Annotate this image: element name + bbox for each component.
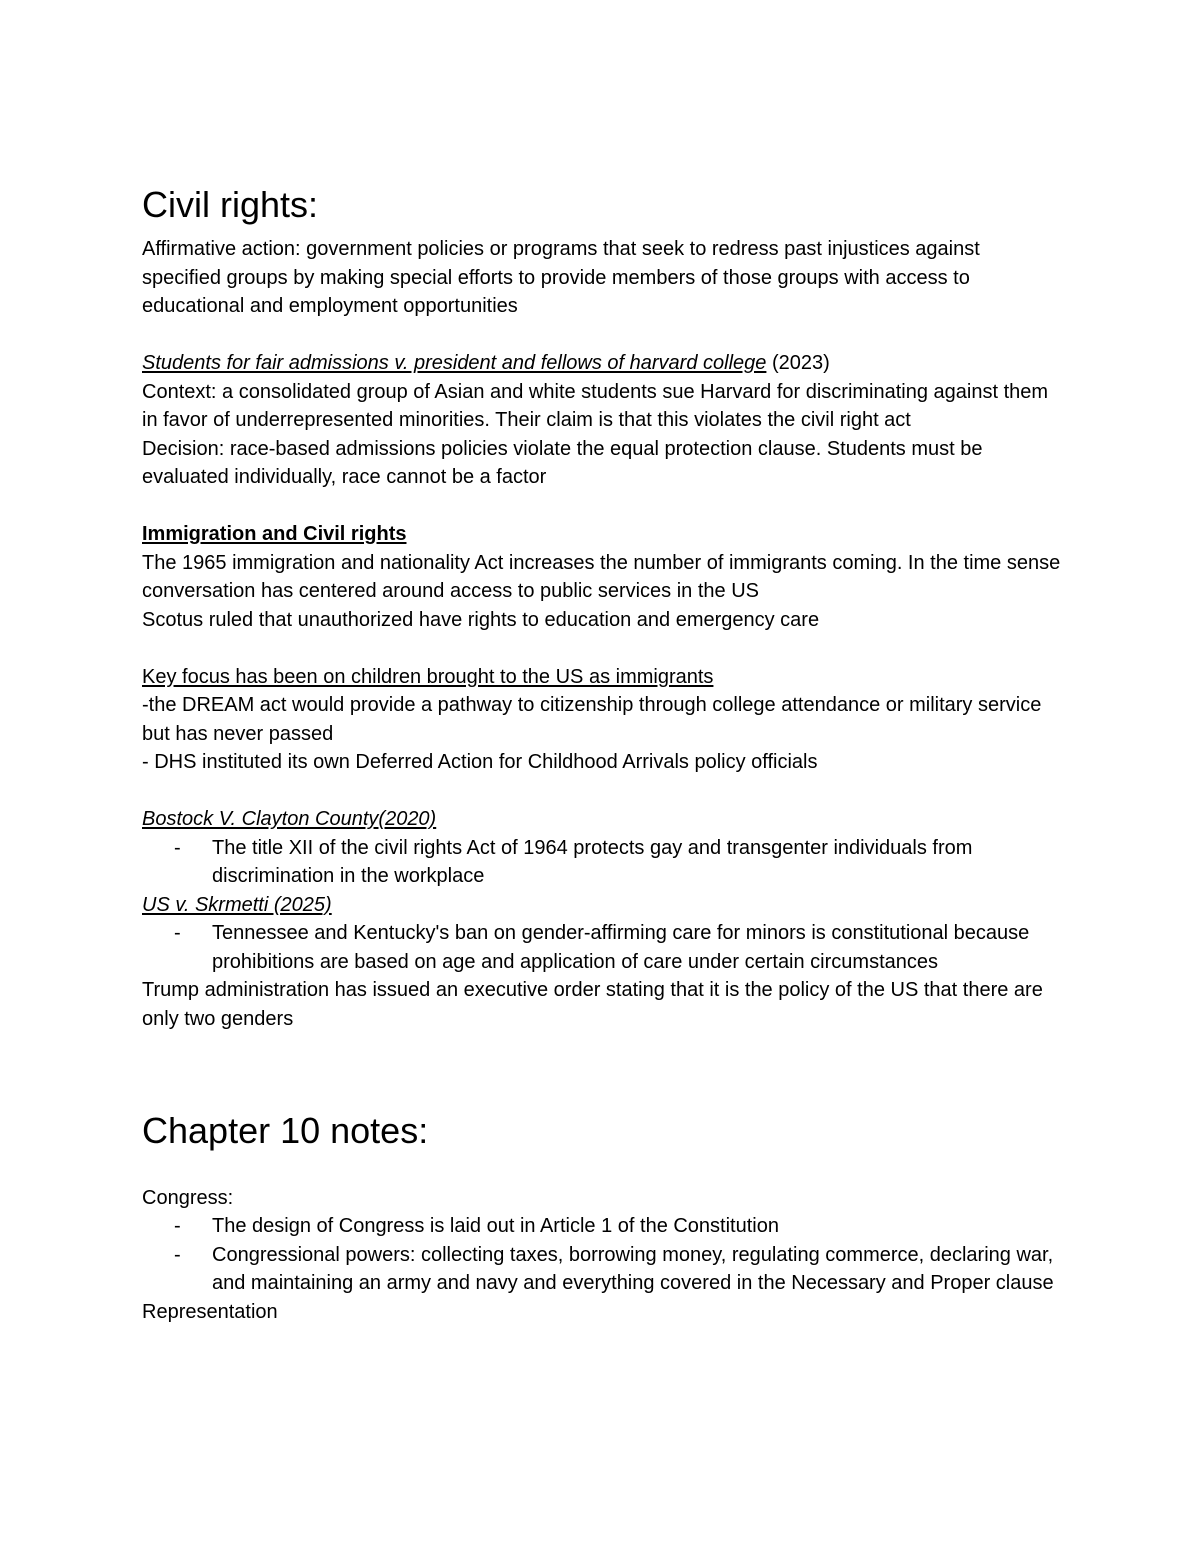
dash-bullet: - [174, 836, 181, 859]
immigration-paragraph-1: The 1965 immigration and nationality Act increases the number of immigrants coming. In the time sense conversation has centered around access to public services in the US [142, 551, 1061, 602]
immigration-paragraph-2: Scotus ruled that unauthorized have rights to education and emergency care [142, 608, 820, 631]
dash-bullet: - [174, 1243, 181, 1266]
case-sffa-decision: Decision: race-based admissions policies violate the equal protection clause. Students must be evaluated individually, race cannot be a factor [142, 437, 983, 488]
trump-executive-order-note: Trump administration has issued an executive order stating that it is the policy of the US that there are only two genders [142, 979, 1043, 1030]
congress-points [142, 1212, 1062, 1298]
case-sffa-year: (2023) [766, 352, 830, 374]
skrmetti-case-title: US v. Skrmetti (2025) [142, 893, 332, 916]
bostock-case-title: Bostock V. Clayton County(2020) [142, 808, 437, 830]
dash-bullet: - [174, 1215, 181, 1237]
list-item [142, 1241, 1062, 1298]
key-focus-heading: Key focus has been on children brought to the US as immigrants [142, 665, 714, 688]
list-item-text: The title XII of the civil rights Act of 1964 protects gay and transgenter individuals from discrimination in the workplace [212, 836, 973, 887]
list-item [142, 834, 1062, 891]
affirmative-action-definition: Affirmative action: government policies or programs that seek to redress past injustices against specified groups by making special efforts to provide members of those groups with access to educational and employment opportunities [142, 238, 980, 317]
list-item-text: The design of Congress is laid out in Article 1 of the Constitution [212, 1215, 779, 1237]
congress-label: Congress: [142, 1186, 234, 1209]
list-item-text: Tennessee and Kentucky's ban on gender-affirming care for minors is constitutional because prohibitions are based on age and application of care under certain circumstances [212, 922, 1030, 973]
list-item-text: Congressional powers: collecting taxes, borrowing money, regulating commerce, declaring war, and maintaining an army and navy and everything covered in the Necessary and Proper clause [212, 1243, 1054, 1294]
dash-bullet: - [174, 922, 181, 944]
list-item [142, 1212, 1062, 1241]
representation-label: Representation [142, 1300, 278, 1323]
chapter-10-heading: Chapter 10 notes: [142, 1110, 429, 1151]
skrmetti-points [142, 919, 1062, 976]
document-body [142, 181, 1062, 1326]
case-sffa-line [142, 349, 1062, 378]
case-sffa-title: Students for fair admissions v. president and fellows of harvard college [142, 352, 767, 374]
list-item [142, 919, 1062, 976]
dream-act-note: -the DREAM act would provide a pathway to citizenship through college attendance or military service but has never passed [142, 694, 1042, 745]
immigration-heading: Immigration and Civil rights [142, 523, 407, 545]
case-sffa-context: Context: a consolidated group of Asian and white students sue Harvard for discriminating against them in favor of underrepresented minorities. Their claim is that this violates the civil right act [142, 380, 1049, 431]
civil-rights-heading: Civil rights: [142, 184, 319, 225]
bostock-points [142, 834, 1062, 891]
daca-note: - DHS instituted its own Deferred Action for Childhood Arrivals policy officials [142, 751, 818, 773]
